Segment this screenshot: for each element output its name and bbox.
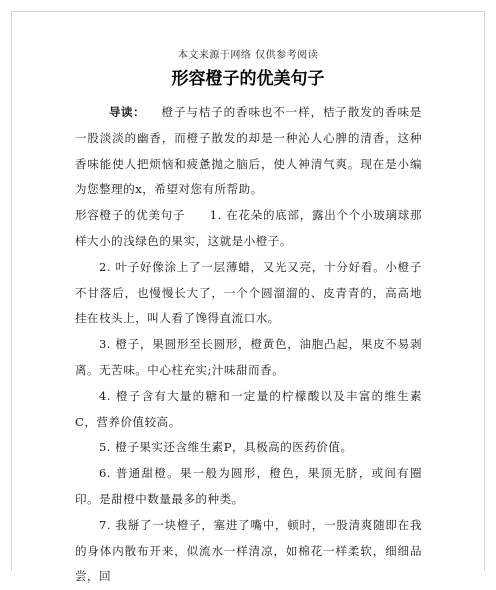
paragraph-4: 4. 橙子含有大量的糖和一定量的柠檬酸以及丰富的维生素C，营养价值较高。 xyxy=(75,388,422,429)
intro-label: 导读： xyxy=(109,105,146,119)
document-title: 形容橙子的优美句子 xyxy=(171,69,325,89)
intro-paragraph xyxy=(75,100,422,203)
paragraph-2: 2. 叶子好像涂上了一层薄蜡，又光又亮，十分好看。小橙子不甘落后，也慢慢长大了，一个个圆溜溜的、皮青青的，高高地挂在枝头上，叫人看了馋得直流口水。 xyxy=(75,259,422,326)
source-note: 本文来源于网络 仅供参考阅读 xyxy=(177,50,319,61)
paragraph-5: 5. 橙子果实还含维生素P，具极高的医药价值。 xyxy=(99,440,353,455)
paragraph-7: 7. 我掰了一块橙子，塞进了嘴中，顿时，一股清爽随即在我的身体内散布开来，似流水一样清凉，如棉花一样柔软，细细品尝，回 xyxy=(75,517,422,584)
paragraph-6: 6. 普通甜橙。果一般为圆形，橙色，果顶无脐，或间有圈印。是甜橙中数量最多的种类。 xyxy=(75,466,422,506)
document-body xyxy=(75,100,422,590)
paragraph-3: 3. 橙子，果圆形至长圆形，橙黄色，油胞凸起，果皮不易剥离。无苦味。中心柱充实;汁味甜而香。 xyxy=(75,337,422,377)
paragraph-1: 形容橙子的优美句子 1. 在花朵的底部，露出个个小玻璃球那样大小的浅绿色的果实，这就是小橙子。 xyxy=(75,208,422,248)
intro-text: 橙子与桔子的香味也不一样，桔子散发的香味是一股淡淡的幽香，而橙子散发的却是一种沁人心脾的清香，这种香味能使人把烦恼和疲惫抛之脑后，使人神清气爽。现在是小编为您整理的x，希望对您有所帮助。 xyxy=(75,105,422,197)
